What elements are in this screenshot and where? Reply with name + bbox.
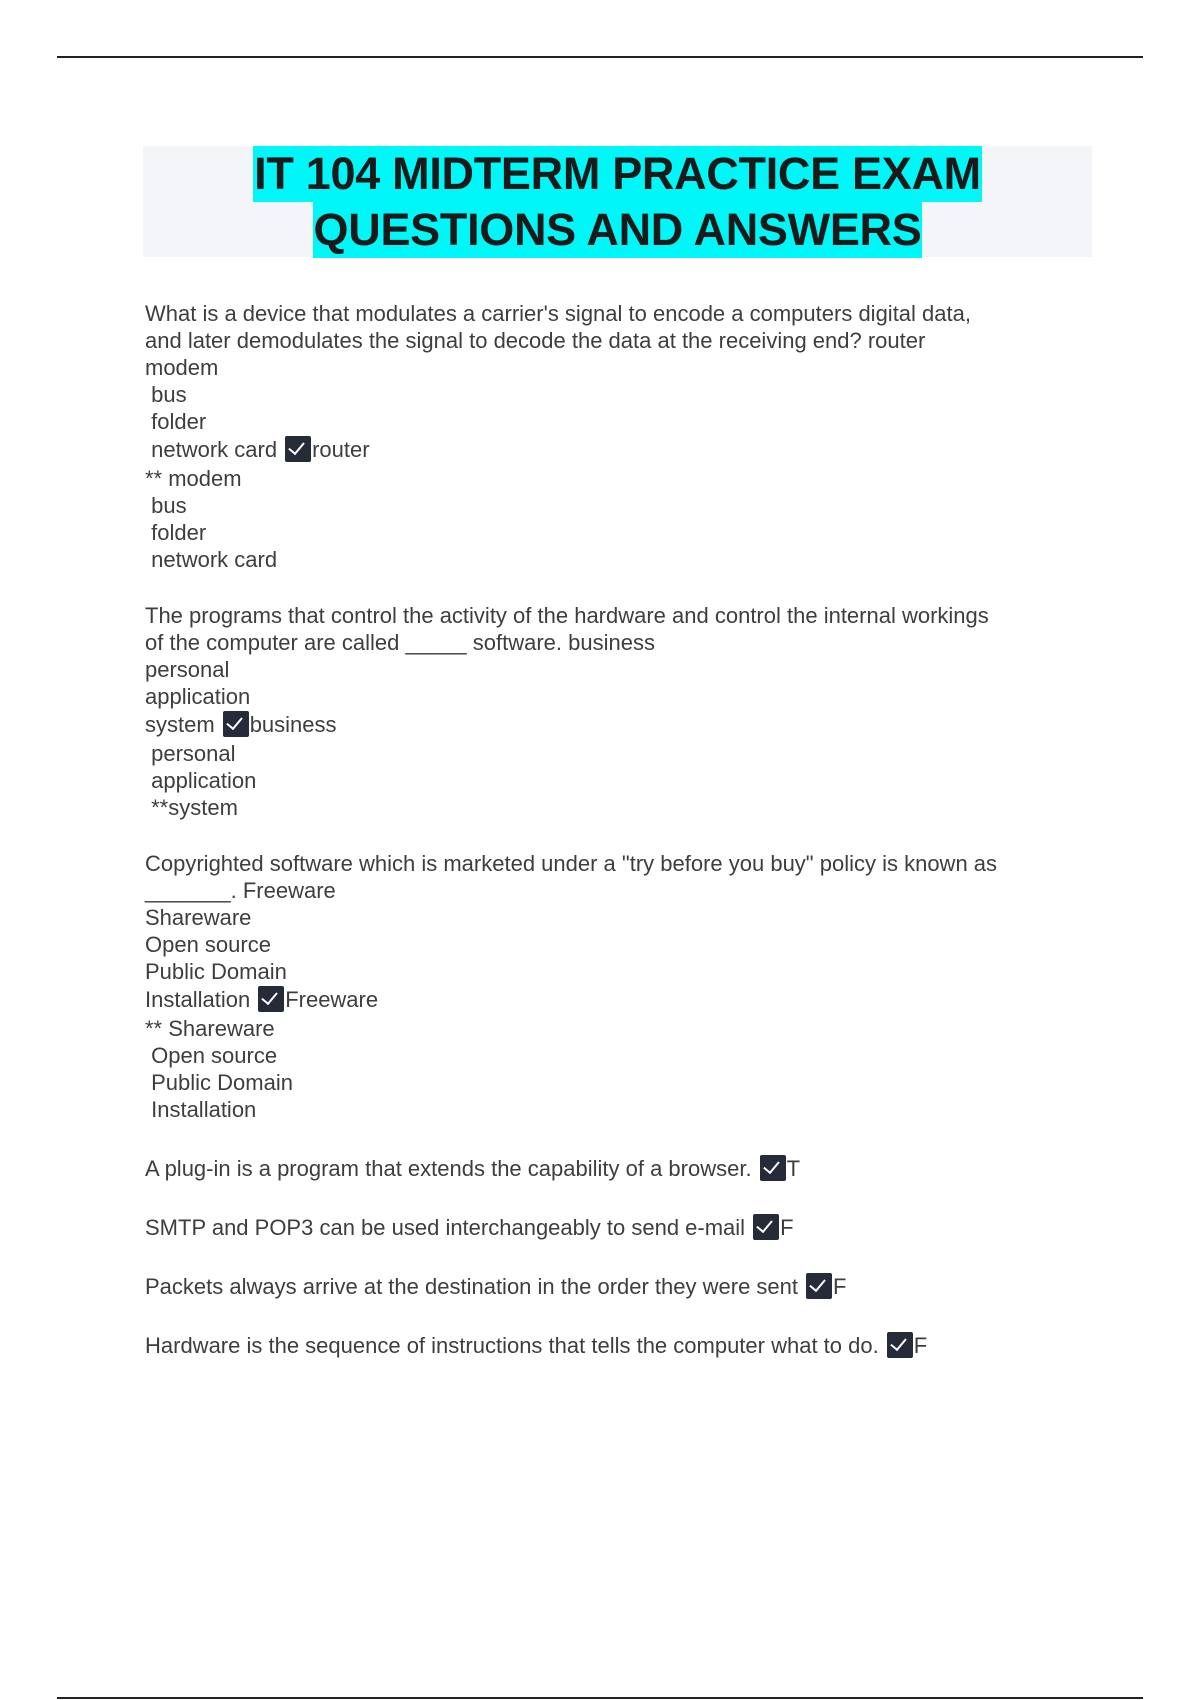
option-text: network card bbox=[145, 437, 278, 462]
option-text: Installation bbox=[145, 987, 251, 1012]
option-line: Open source bbox=[145, 932, 271, 957]
spacer bbox=[145, 1123, 1090, 1154]
statement-text: SMTP and POP3 can be used interchangeably to send e-mail bbox=[145, 1215, 746, 1240]
option-line: personal bbox=[145, 657, 230, 682]
answer-line bbox=[145, 710, 1090, 740]
question-block bbox=[145, 300, 1090, 573]
title-line-1 bbox=[143, 146, 1092, 202]
answer-text: router bbox=[312, 437, 370, 462]
spacer bbox=[145, 1184, 1090, 1213]
document-body bbox=[145, 300, 1090, 1361]
checkbox-check-icon bbox=[285, 436, 311, 462]
question-text-line: and later demodulates the signal to decode the data at the receiving end? router bbox=[145, 328, 926, 353]
option-line: Public Domain bbox=[145, 959, 287, 984]
top-rule bbox=[57, 56, 1143, 58]
answer-option-line: bus bbox=[145, 493, 187, 518]
answer-option-line: **system bbox=[145, 795, 238, 820]
spacer bbox=[145, 1243, 1090, 1272]
title-band bbox=[143, 146, 1092, 257]
answer-line bbox=[145, 985, 1090, 1015]
checkbox-check-icon bbox=[760, 1155, 786, 1181]
answer-option-line: ** modem bbox=[145, 466, 242, 491]
checkbox-check-icon bbox=[887, 1332, 913, 1358]
checkbox-check-icon bbox=[806, 1273, 832, 1299]
answer-option-line: Installation bbox=[145, 1097, 257, 1122]
true-false-item bbox=[145, 1272, 1090, 1302]
true-false-item bbox=[145, 1331, 1090, 1361]
answer-text: business bbox=[249, 712, 337, 737]
bottom-rule bbox=[57, 1697, 1143, 1699]
statement-text: Packets always arrive at the destination in the order they were sent bbox=[145, 1274, 799, 1299]
checkbox-check-icon bbox=[258, 986, 284, 1012]
option-line: bus bbox=[145, 382, 187, 407]
question-block bbox=[145, 602, 1090, 821]
tf-answer: F bbox=[780, 1215, 794, 1240]
statement-text: Hardware is the sequence of instructions that tells the computer what to do. bbox=[145, 1333, 879, 1358]
question-text-line: The programs that control the activity of the hardware and control the internal workings bbox=[145, 603, 989, 628]
option-text: system bbox=[145, 712, 215, 737]
tf-answer: T bbox=[786, 1156, 801, 1181]
option-line: application bbox=[145, 684, 251, 709]
option-line: folder bbox=[145, 409, 207, 434]
answer-option-line: personal bbox=[145, 741, 236, 766]
answer-option-line: network card bbox=[145, 547, 278, 572]
spacer bbox=[145, 821, 1090, 850]
checkbox-check-icon bbox=[223, 711, 249, 737]
page-title-line-2: QUESTIONS AND ANSWERS bbox=[313, 202, 923, 258]
answer-option-line: ** Shareware bbox=[145, 1016, 275, 1041]
question-text-line: Copyrighted software which is marketed under a "try before you buy" policy is known as bbox=[145, 851, 998, 876]
answer-option-line: Public Domain bbox=[145, 1070, 293, 1095]
answer-option-line: Open source bbox=[145, 1043, 278, 1068]
checkbox-check-icon bbox=[753, 1214, 779, 1240]
spacer bbox=[145, 573, 1090, 602]
answer-text: Freeware bbox=[285, 987, 379, 1012]
option-line: Shareware bbox=[145, 905, 252, 930]
answer-option-line: application bbox=[145, 768, 257, 793]
tf-answer: F bbox=[833, 1274, 847, 1299]
answer-option-line: folder bbox=[145, 520, 207, 545]
question-text-line: of the computer are called _____ software. business bbox=[145, 630, 655, 655]
option-line: modem bbox=[145, 355, 219, 380]
true-false-item bbox=[145, 1154, 1090, 1184]
answer-line bbox=[145, 435, 1090, 465]
statement-text: A plug-in is a program that extends the capability of a browser. bbox=[145, 1156, 752, 1181]
true-false-item bbox=[145, 1213, 1090, 1243]
tf-answer: F bbox=[913, 1333, 928, 1358]
question-block bbox=[145, 850, 1090, 1123]
question-text-line: _______. Freeware bbox=[145, 878, 336, 903]
question-text-line: What is a device that modulates a carrier's signal to encode a computers digital data, bbox=[145, 301, 971, 326]
spacer bbox=[145, 1302, 1090, 1331]
title-line-2 bbox=[143, 202, 1092, 258]
page-title-line-1: IT 104 MIDTERM PRACTICE EXAM bbox=[253, 146, 982, 202]
